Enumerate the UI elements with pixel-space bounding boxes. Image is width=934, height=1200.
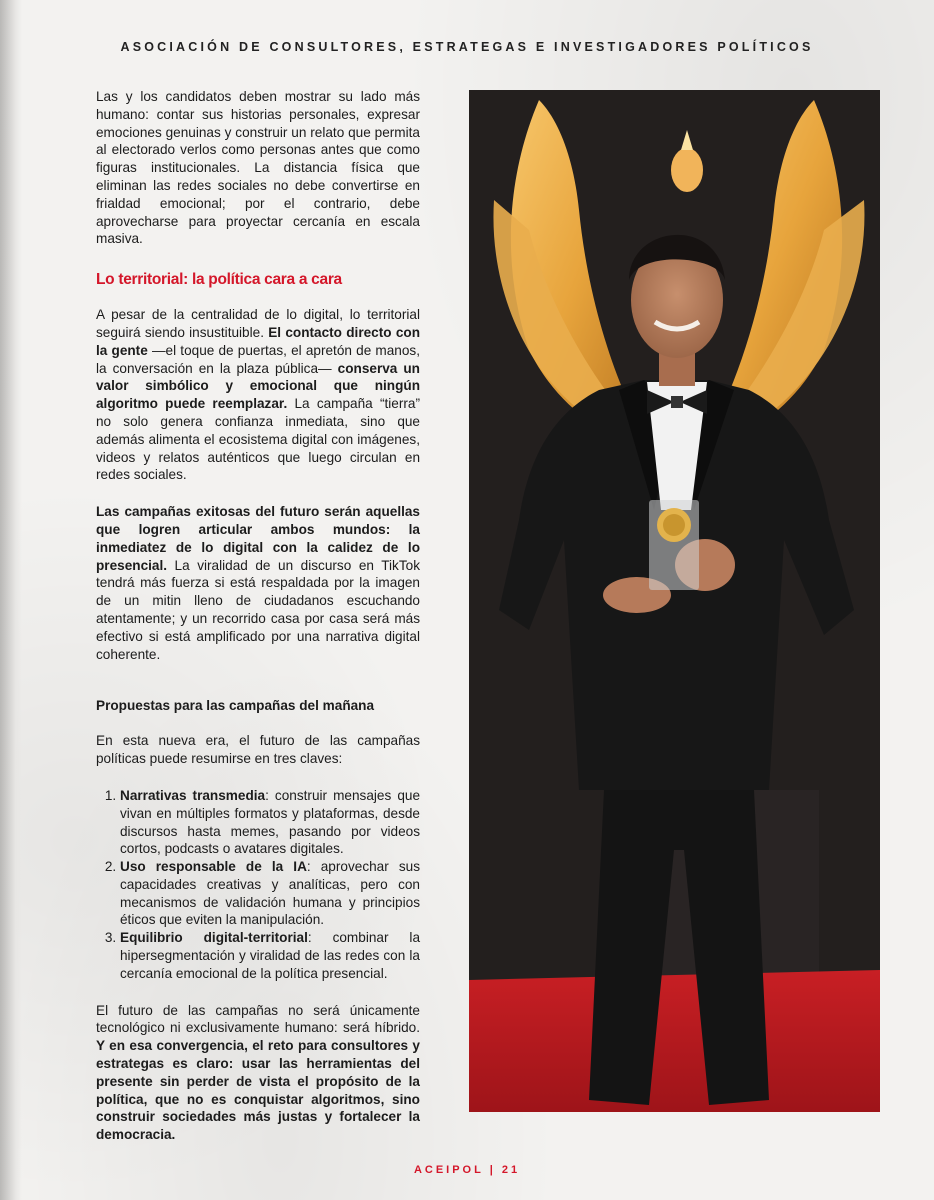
award-photo: [469, 90, 880, 1112]
page-footer: ACEIPOL | 21: [413, 1164, 521, 1176]
paragraph-nueva-era: En esta nueva era, el futuro de las campañas políticas puede resumirse en tres claves:: [96, 733, 420, 767]
section-heading-propuestas: Propuestas para las campañas del mañana: [96, 698, 375, 714]
page-spine-shadow: [0, 0, 22, 1200]
photo-illustration: [469, 90, 880, 1112]
list-item: 1. Narrativas transmedia: construir mensajes que vivan en múltiples formatos y plataformas, desde discursos hasta memes, pasando por videos cortos, podcasts o avatares digitales.: [120, 787, 420, 858]
paragraph-humano: Las y los candidatos deben mostrar su lado más humano: contar sus historias personales, expresar emociones genuinas y construir un relato que permita al electorado verlos como personas antes que como figuras institucionales. La distancia física que eliminan las redes sociales no debe convertirse en frialdad emocional; por el contrario, debe aprovecharse para proyectar cercanía en escala masiva.: [96, 89, 420, 247]
paragraph-campanas-exitosas: Las campañas exitosas del futuro serán aquellas que logren articular ambos mundos: la inmediatez de lo digital con la calidez de lo presencial. La viralidad de un discurso en TikTok tendrá más fuerza si está respaldada por la imagen de un mitin lleno de ciudadanos escuchando atentamente; y un recorrido casa por casa será más efectivo si está amplificado por una narrativa digital coherente.: [96, 504, 420, 662]
proposals-list: [96, 787, 420, 983]
section-heading-territorial: Lo territorial: la política cara a cara: [96, 271, 342, 289]
list-item: 3. Equilibrio digital-territorial: combinar la hipersegmentación y viralidad de las redes con la cercanía emocional de la política presencial.: [120, 929, 420, 982]
paragraph-territorial: A pesar de la centralidad de lo digital, lo territorial seguirá siendo insustituible. El contacto directo con la gente —el toque de puertas, el apretón de manos, la conversación en la plaza pública— conserva un valor simbólico y emocional que ningún algoritmo puede reemplazar. La campaña “tierra” no solo genera confianza inmediata, sino que además alimenta el ecosistema digital con imágenes, videos y relatos auténticos que luego circulan en redes sociales.: [96, 307, 421, 483]
paragraph-conclusion: El futuro de las campañas no será únicamente tecnológico ni exclusivamente humano: será híbrido. Y en esa convergencia, el reto para consultores y estrategas es claro: usar las herramientas del presente sin perder de vista el propósito de la política, que no es conquistar algoritmos, sino construir sociedades más justas y fortalecer la democracia.: [96, 1002, 420, 1143]
page-header: ASOCIACIÓN DE CONSULTORES, ESTRATEGAS E INVESTIGADORES POLÍTICOS: [120, 40, 814, 54]
article-body: [96, 88, 420, 1163]
list-item: 2. Uso responsable de la IA: aprovechar sus capacidades creativas y analíticas, pero con mecanismos de validación humana y principios éticos que eviten la manipulación.: [120, 858, 420, 929]
